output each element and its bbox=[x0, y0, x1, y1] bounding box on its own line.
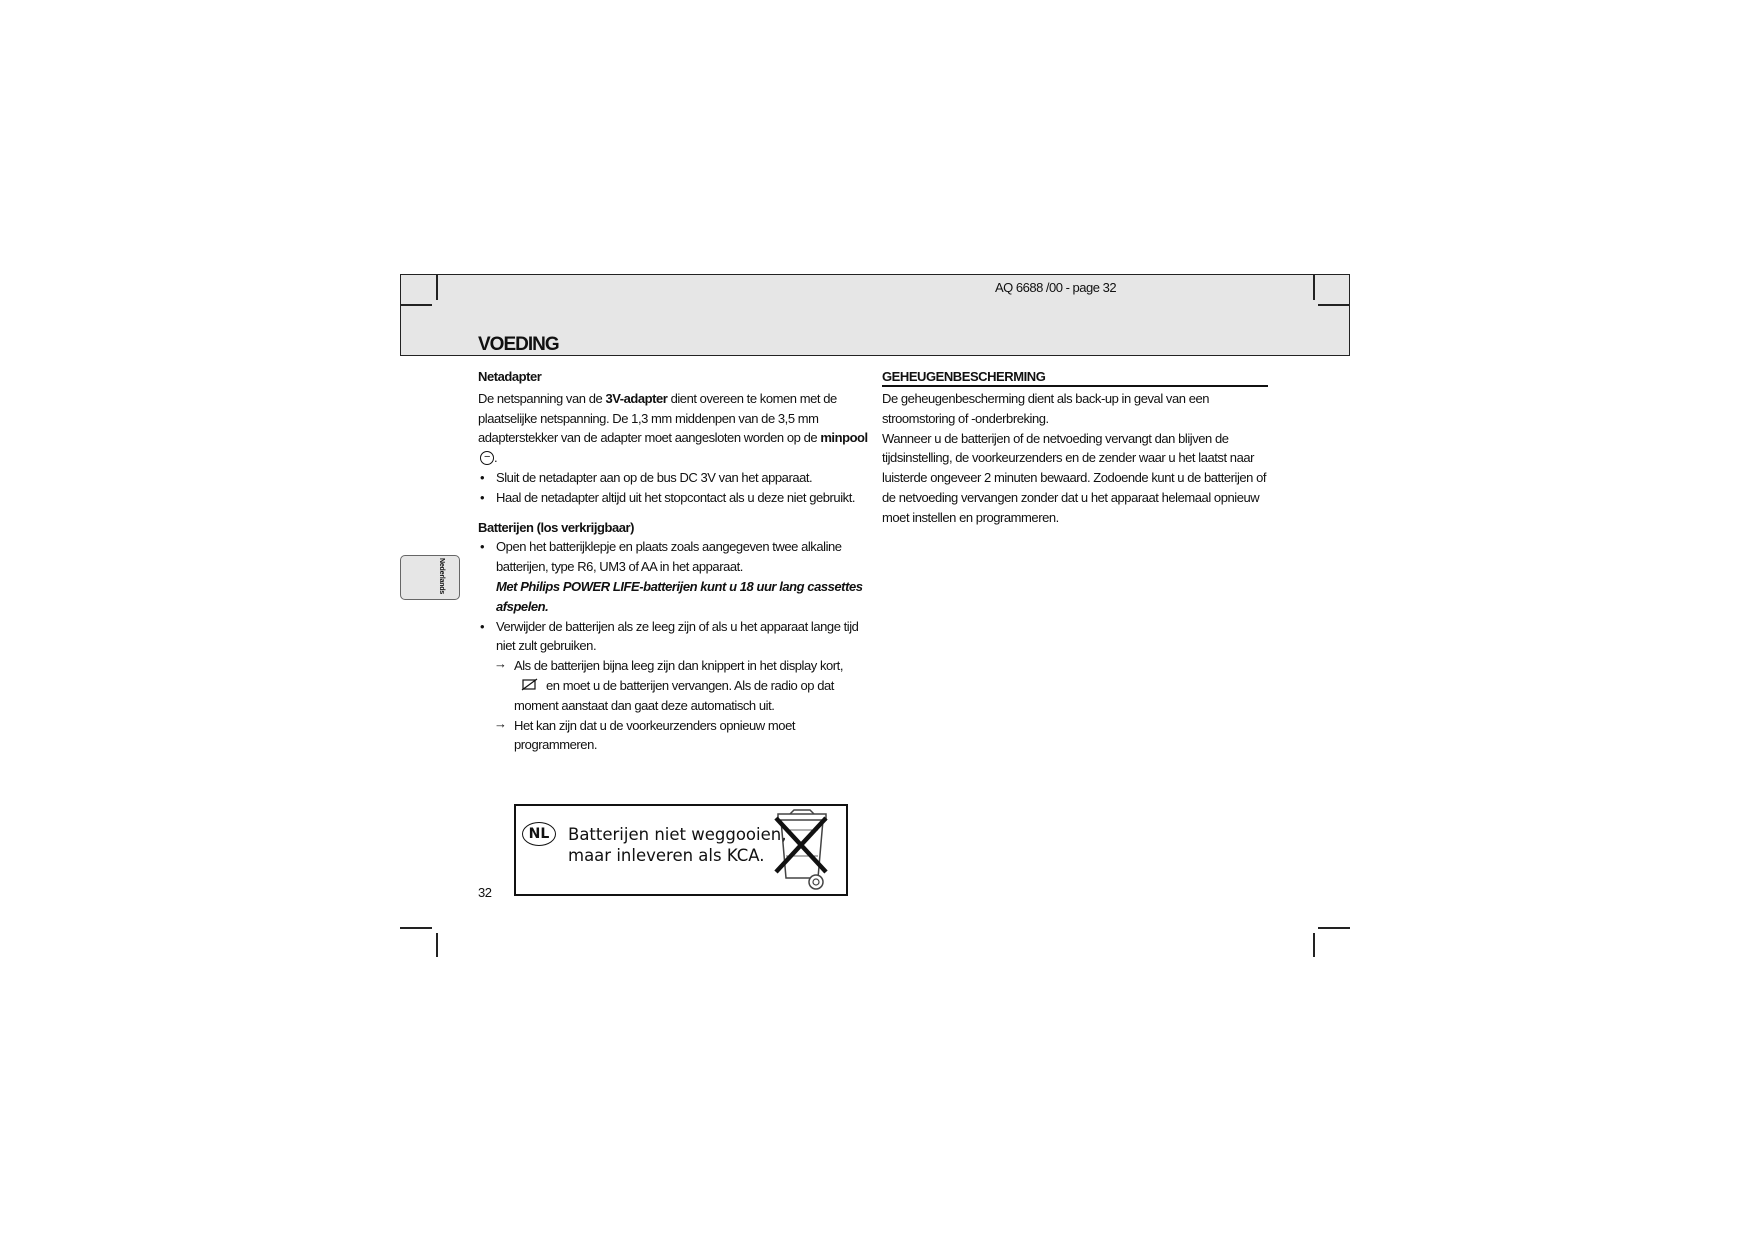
right-body bbox=[882, 389, 1270, 528]
batterijen-heading: Batterijen (los verkrijgbaar) bbox=[478, 519, 635, 535]
right-column bbox=[882, 367, 1272, 387]
list-item: • Open het batterijklepje en plaats zoals aangegeven twee alkaline batterijen, type R6, UM3 of AA in het apparaat. Met Philips POWER LIFE-batterijen kunt u 18 uur lang cassettes afspelen. bbox=[480, 539, 863, 614]
left-column bbox=[478, 367, 868, 755]
crop-mark bbox=[436, 274, 438, 300]
arrow-item: → Als de batterijen bijna leeg zijn dan knippert in het display kort, en moet u de batterijen vervangen. Als de radio op dat moment aanstaat dan gaat deze automatisch uit. bbox=[494, 656, 844, 713]
bullet-icon: • bbox=[480, 618, 485, 634]
netadapter-heading: Netadapter bbox=[478, 369, 542, 384]
arrow-right-icon: → bbox=[494, 715, 507, 731]
power-life-note: Met Philips POWER LIFE-batterijen kunt u 18 uur lang cassettes afspelen. bbox=[496, 578, 863, 614]
arrow-right-icon: → bbox=[494, 656, 507, 672]
list-item: • Sluit de netadapter aan op de bus DC 3V van het apparaat. bbox=[478, 468, 868, 488]
heading-rule bbox=[882, 385, 1268, 387]
bullet-icon: • bbox=[480, 469, 485, 485]
geheugen-para-2: Wanneer u de batterijen of de netvoeding vervangt dan blijven de tijdsinstelling, de voorkeurzenders en de zender waar u het laatst naar luisterde ongeveer 2 minuten bewaard. Zodoende kunt u de batterijen of de netvoeding vervangen zonder dat u het apparaat helemaal opnieuw moet instellen en programmeren. bbox=[882, 430, 1267, 525]
list-item: • Verwijder de batterijen als ze leeg zijn of als u het apparaat lange tijd niet zult gebruiken. bbox=[480, 618, 859, 654]
page-reference: AQ 6688 /00 - page 32 bbox=[995, 280, 1117, 295]
list-item: • Haal de netadapter altijd uit het stopcontact als u deze niet gebruikt. bbox=[478, 488, 868, 508]
language-tab bbox=[400, 555, 460, 600]
crop-mark bbox=[1318, 927, 1350, 929]
page-number: 32 bbox=[478, 885, 492, 900]
crop-mark bbox=[400, 927, 432, 929]
crop-mark bbox=[400, 304, 432, 306]
crop-mark bbox=[1313, 274, 1315, 300]
arrow-item: → Het kan zijn dat u de voorkeurzenders opnieuw moet programmeren. bbox=[494, 715, 796, 753]
bullet-icon: • bbox=[480, 539, 485, 555]
crossed-bin-icon bbox=[772, 808, 836, 892]
section-title: VOEDING bbox=[478, 334, 559, 355]
nl-badge: NL bbox=[522, 822, 556, 846]
battery-low-icon bbox=[520, 678, 540, 691]
bullet-icon: • bbox=[480, 489, 485, 505]
geheugen-heading: GEHEUGENBESCHERMING bbox=[882, 369, 1046, 384]
kca-text: Batterijen niet weggooien, maar inleveren als KCA. bbox=[568, 825, 787, 865]
kca-notice-box bbox=[514, 804, 848, 896]
language-tab-label: Nederlands bbox=[438, 558, 445, 595]
crop-mark bbox=[1313, 933, 1315, 957]
crop-mark bbox=[436, 933, 438, 957]
netadapter-intro: De netspanning van de 3V-adapter dient overeen te komen met de plaatselijke netspanning. De 1,3 mm middenpen van de 3,5 mm adapterstekker van de adapter moet aangesloten worden op de minpool− . bbox=[478, 390, 868, 466]
geheugen-para-1: De geheugenbescherming dient als back-up in geval van een stroomstoring of -onderbreking. bbox=[882, 391, 1210, 426]
minus-pole-icon: − bbox=[480, 451, 494, 465]
crop-mark bbox=[1318, 304, 1350, 306]
